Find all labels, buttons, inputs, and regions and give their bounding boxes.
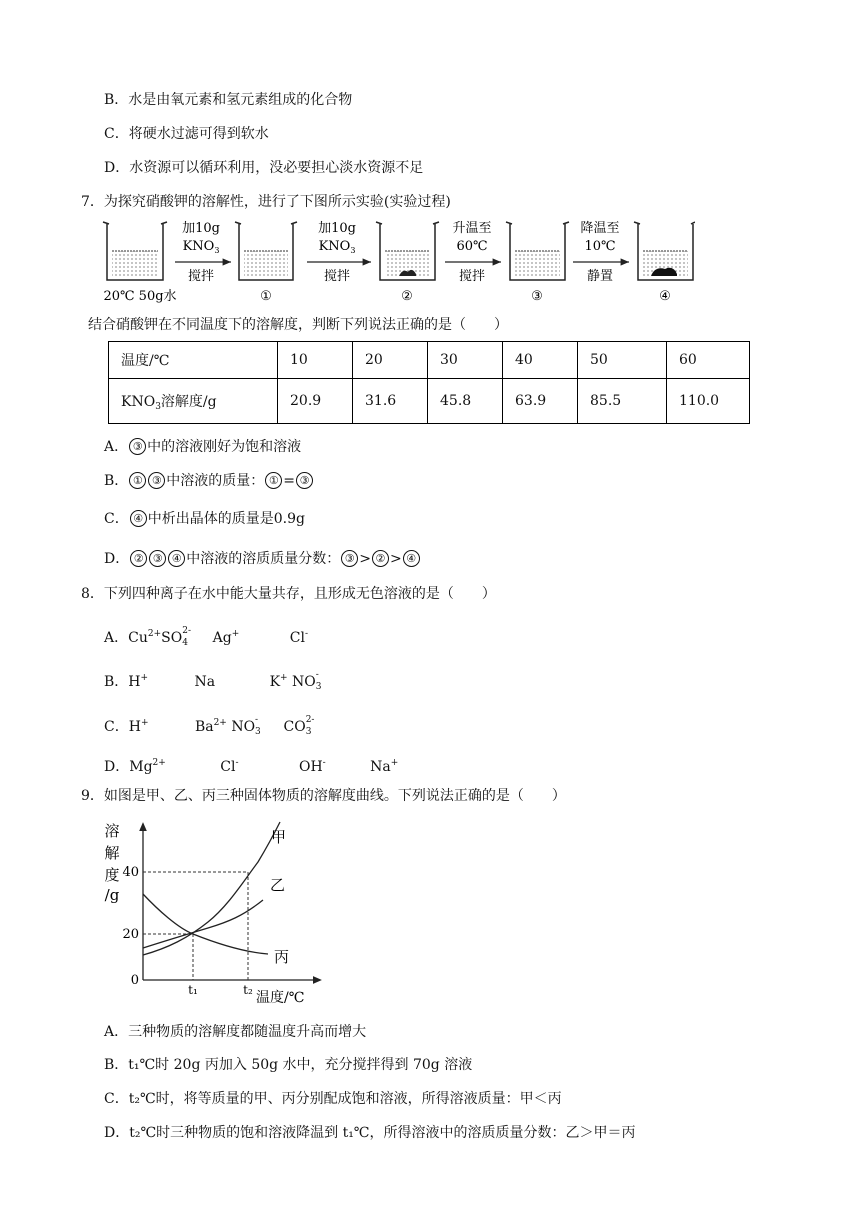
beaker-2 [376,222,439,280]
svg-text:解: 解 [104,844,120,862]
q8-option-a[interactable]: A．$Cu^{2+}SO$ 2- 4 Ag+ Cl- [104,626,308,648]
q9-option-a[interactable]: A．三种物质的溶解度都随温度升高而增大 [104,1024,367,1040]
arrow-1-top1: 加10g [182,221,220,236]
x-axis-label: 温度/℃ [256,990,305,1006]
beaker-2-label: ② [401,289,413,304]
svg-text:/g: /g [104,886,120,904]
y-tick-20: 20 [122,927,139,942]
arrow-2-top1: 加10g [318,221,356,236]
series-yi-curve [143,900,263,948]
series-bing-label: 丙 [274,948,290,966]
table-header-solubility: $KNO_3$溶解度/g [109,379,278,424]
table-cell: 40 [503,342,578,379]
arrow-3-top2: 60℃ [456,239,488,254]
beaker-start-label: 20℃ 50g水 [103,289,177,304]
arrow-1-top2: $KNO_3$ [182,239,220,255]
table-cell: 20 [353,342,428,379]
q7-experiment-diagram [95,218,695,306]
q8-option-d[interactable]: D．$Mg^{2+}$ Cl- OH- Na+ [104,758,399,775]
q9-option-c[interactable]: C．t₂℃时，将等质量的甲、丙分别配成饱和溶液，所得溶液质量：甲＜丙 [104,1091,562,1107]
beaker-3-label: ③ [531,289,543,304]
y-tick-40: 40 [122,865,139,880]
y-axis-label [104,822,119,904]
x-tick-t1: t₁ [188,983,198,997]
q9-option-d[interactable]: D．t₂℃时三种物质的饱和溶液降温到 t₁℃，所得溶液中的溶质质量分数：乙＞甲＝丙 [104,1125,636,1141]
q9-stem: 9．如图是甲、乙、丙三种固体物质的溶解度曲线。下列说法正确的是（ ） [81,788,566,804]
beaker-start [103,222,167,280]
q8-option-b[interactable]: B．H+ Na K+ NO - 3 [104,670,322,692]
q6-option-b[interactable]: B．水是由氧元素和氢元素组成的化合物 [104,92,353,108]
table-cell: 50 [578,342,667,379]
svg-text:度: 度 [104,866,120,884]
q8-stem: 8．下列四种离子在水中能大量共存，且形成无色溶液的是（ ） [81,586,496,602]
arrow-2-bottom: 搅拌 [323,269,351,284]
q7-option-b[interactable]: B． ① ③ 中溶液的质量： ① = ③ [104,471,314,491]
arrow-3-bottom: 搅拌 [458,269,486,284]
table-cell: 31.6 [353,379,428,424]
table-cell: 85.5 [578,379,667,424]
beaker-3 [506,222,569,280]
q7-prompt: 结合硝酸钾在不同温度下的溶解度，判断下列说法正确的是（ ） [88,317,508,333]
beaker-1 [235,222,297,280]
series-jia-curve [143,822,280,955]
table-cell: 60 [667,342,750,379]
solubility-curve-chart [98,818,328,1008]
series-jia-label: 甲 [271,828,287,846]
beaker-4 [634,222,695,280]
table-header-temp: 温度/℃ [109,342,278,379]
q7-option-d[interactable]: D． ② ③ ④ 中溶液的溶质质量分数： ③ > ② > ④ [104,549,421,569]
arrow-4-top2: 10℃ [584,239,616,254]
q7-option-c[interactable]: C． ④ 中析出晶体的质量是0.9g [104,511,305,527]
arrow-2-top2: $KNO_3$ [318,239,356,255]
table-cell: 110.0 [667,379,750,424]
arrow-4-bottom: 静置 [586,269,614,284]
svg-text:溶: 溶 [104,822,120,840]
table-cell: 63.9 [503,379,578,424]
table-cell: 20.9 [278,379,353,424]
arrow-1-bottom: 搅拌 [187,269,215,284]
y-tick-0: 0 [130,973,139,988]
q6-option-d[interactable]: D．水资源可以循环利用，没必要担心淡水资源不足 [104,160,424,176]
table-cell: 30 [428,342,503,379]
x-tick-t2: t₂ [243,983,253,997]
solubility-table [108,341,750,424]
guide-lines [143,872,248,980]
q9-option-b[interactable]: B．t₁℃时 20g 丙加入 50g 水中，充分搅拌得到 70g 溶液 [104,1057,473,1073]
table-cell: 45.8 [428,379,503,424]
q7-stem: 7．为探究硝酸钾的溶解性，进行了下图所示实验(实验过程) [81,194,451,210]
series-yi-label: 乙 [270,876,286,894]
q8-option-c[interactable]: C．H+ $Ba^{2+}$ NO - 3 CO 2- 3 [104,715,315,737]
q6-option-c[interactable]: C．将硬水过滤可得到软水 [104,126,269,142]
arrow-3-top1: 升温至 [452,221,492,236]
q7-option-a[interactable]: A． ③ 中的溶液刚好为饱和溶液 [104,439,302,455]
arrow-4-top1: 降温至 [580,221,620,236]
beaker-1-label: ① [260,289,272,304]
table-cell: 10 [278,342,353,379]
beaker-4-label: ④ [659,289,671,304]
